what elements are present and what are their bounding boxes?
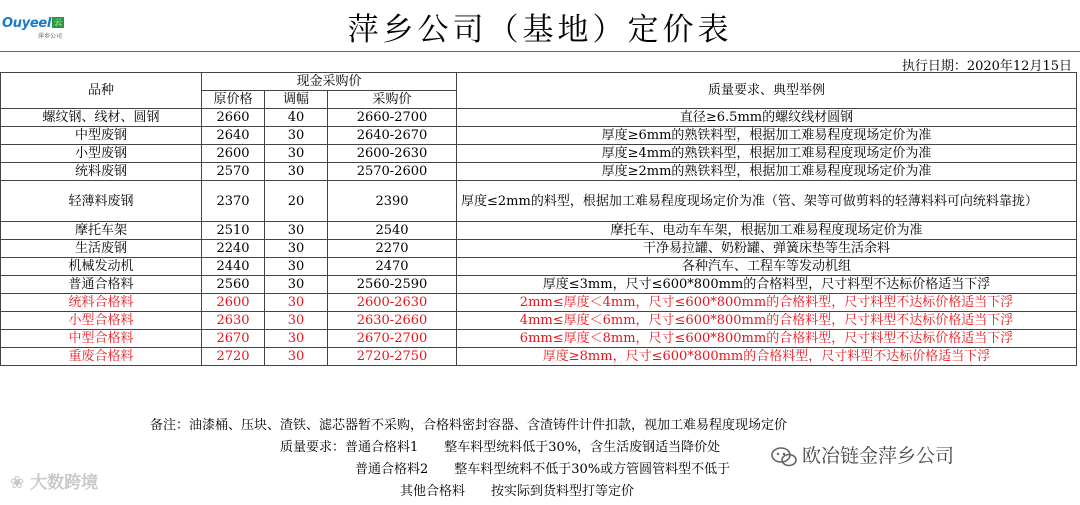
- cell-adjustment: 30: [265, 163, 328, 181]
- cell-quality: 6mm≤厚度＜8mm，尺寸≤600*800mm的合格料型，尺寸料型不达标价格适当下浮: [457, 330, 1077, 348]
- cell-variety: 统料废钢: [1, 163, 202, 181]
- wechat-icon: [770, 446, 798, 468]
- cell-original-price: 2370: [202, 181, 265, 222]
- cell-purchase-price: 2600-2630: [328, 294, 457, 312]
- cell-variety: 中型废钢: [1, 127, 202, 145]
- header-purchase-price: 采购价: [328, 91, 457, 109]
- cell-purchase-price: 2560-2590: [328, 276, 457, 294]
- cell-original-price: 2720: [202, 348, 265, 366]
- cell-variety: 小型废钢: [1, 145, 202, 163]
- cell-purchase-price: 2720-2750: [328, 348, 457, 366]
- table-row: [1, 294, 1077, 312]
- cell-original-price: 2670: [202, 330, 265, 348]
- table-row: [1, 127, 1077, 145]
- cell-purchase-price: 2570-2600: [328, 163, 457, 181]
- cell-quality: 摩托车、电动车车架，根据加工难易程度现场定价为准: [457, 222, 1077, 240]
- cell-purchase-price: 2270: [328, 240, 457, 258]
- watermark-left: [10, 468, 98, 493]
- watermark-bird-icon: ❀: [10, 473, 31, 493]
- note-quality-1: 质量要求：普通合格料1 整车料型统料低于30%，含生活废钢适当降价处: [280, 440, 721, 455]
- header-original-price: 原价格: [202, 91, 265, 109]
- cell-quality: 4mm≤厚度＜6mm，尺寸≤600*800mm的合格料型，尺寸料型不达标价格适当下浮: [457, 312, 1077, 330]
- header-quality: 质量要求、典型举例: [457, 73, 1077, 109]
- table-row: [1, 312, 1077, 330]
- cell-adjustment: 20: [265, 181, 328, 222]
- cell-original-price: 2240: [202, 240, 265, 258]
- cell-quality: 厚度≤3mm，尺寸≤600*800mm的合格料型，尺寸料型不达标价格适当下浮: [457, 276, 1077, 294]
- cell-variety: 小型合格料: [1, 312, 202, 330]
- cell-variety: 统料合格料: [1, 294, 202, 312]
- cell-original-price: 2660: [202, 109, 265, 127]
- table-row: [1, 330, 1077, 348]
- title-divider: [0, 51, 1080, 52]
- cell-adjustment: 30: [265, 294, 328, 312]
- cell-variety: 中型合格料: [1, 330, 202, 348]
- table-row: [1, 258, 1077, 276]
- cell-adjustment: 30: [265, 348, 328, 366]
- cell-quality: 厚度≥2mm的熟铁料型，根据加工难易程度现场定价为准: [457, 163, 1077, 181]
- table-row: [1, 222, 1077, 240]
- cell-quality: 直径≥6.5mm的螺纹线材圆钢: [457, 109, 1077, 127]
- cell-quality: 厚度≥8mm，尺寸≤600*800mm的合格料型，尺寸料型不达标价格适当下浮: [457, 348, 1077, 366]
- cell-variety: 生活废钢: [1, 240, 202, 258]
- cell-original-price: 2630: [202, 312, 265, 330]
- table-row: [1, 240, 1077, 258]
- note-quality-3: 其他合格料 按实际到货料型打等定价: [400, 484, 635, 499]
- cell-purchase-price: 2390: [328, 181, 457, 222]
- cell-purchase-price: 2640-2670: [328, 127, 457, 145]
- cell-variety: 轻薄料废钢: [1, 181, 202, 222]
- page-title: 萍乡公司（基地）定价表: [347, 12, 733, 48]
- watermark-left-text: 大数跨境: [30, 473, 99, 493]
- cell-variety: 普通合格料: [1, 276, 202, 294]
- watermark-right-text: 欧冶链金萍乡公司: [802, 445, 955, 467]
- cell-variety: 摩托车架: [1, 222, 202, 240]
- table-row: [1, 109, 1077, 127]
- cell-adjustment: 30: [265, 258, 328, 276]
- cell-original-price: 2440: [202, 258, 265, 276]
- watermark-right: [770, 441, 954, 468]
- logo-badge: 云: [54, 18, 63, 27]
- cell-purchase-price: 2630-2660: [328, 312, 457, 330]
- cell-original-price: 2600: [202, 145, 265, 163]
- cell-adjustment: 30: [265, 222, 328, 240]
- cell-quality: 干净易拉罐、奶粉罐、弹簧床垫等生活余料: [457, 240, 1077, 258]
- cell-purchase-price: 2600-2630: [328, 145, 457, 163]
- note-remark: 备注：油漆桶、压块、渣铁、滤芯器暂不采购，合格料密封容器、含渣铸件计件扣款，视加工难易程度现场定价: [150, 418, 788, 433]
- table-row: [1, 348, 1077, 366]
- price-table: [0, 72, 1077, 366]
- header-variety: 品种: [1, 73, 202, 109]
- cell-original-price: 2570: [202, 163, 265, 181]
- logo-subtitle: 萍乡公司: [38, 33, 63, 40]
- cell-purchase-price: 2660-2700: [328, 109, 457, 127]
- header-cash-price: 现金采购价: [202, 73, 457, 91]
- cell-adjustment: 30: [265, 127, 328, 145]
- cell-original-price: 2600: [202, 294, 265, 312]
- table-row: [1, 163, 1077, 181]
- logo-brand: Ouyeel: [2, 16, 52, 31]
- cell-quality: 厚度≤2mm的料型，根据加工难易程度现场定价为准（管、架等可做剪料的轻薄料料可向统料靠拢）: [457, 181, 1077, 222]
- cell-quality: 厚度≥6mm的熟铁料型，根据加工难易程度现场定价为准: [457, 127, 1077, 145]
- cell-variety: 螺纹钢、线材、圆钢: [1, 109, 202, 127]
- cell-purchase-price: 2470: [328, 258, 457, 276]
- table-row: [1, 181, 1077, 222]
- cell-quality: 2mm≤厚度＜4mm，尺寸≤600*800mm的合格料型，尺寸料型不达标价格适当下浮: [457, 294, 1077, 312]
- cell-quality: 各种汽车、工程车等发动机组: [457, 258, 1077, 276]
- execution-date: 执行日期：2020年12月15日: [901, 59, 1072, 74]
- cell-purchase-price: 2540: [328, 222, 457, 240]
- header-adjustment: 调幅: [265, 91, 328, 109]
- cell-original-price: 2560: [202, 276, 265, 294]
- cell-variety: 重废合格料: [1, 348, 202, 366]
- cell-purchase-price: 2670-2700: [328, 330, 457, 348]
- table-row: [1, 276, 1077, 294]
- cell-variety: 机械发动机: [1, 258, 202, 276]
- cell-adjustment: 30: [265, 276, 328, 294]
- cell-adjustment: 30: [265, 145, 328, 163]
- cell-adjustment: 30: [265, 330, 328, 348]
- table-row: [1, 145, 1077, 163]
- cell-quality: 厚度≥4mm的熟铁料型，根据加工难易程度现场定价为准: [457, 145, 1077, 163]
- cell-original-price: 2640: [202, 127, 265, 145]
- note-quality-2: 普通合格料2 整车料型统料不低于30%或方管圆管料型不低于: [355, 462, 731, 477]
- cell-adjustment: 30: [265, 240, 328, 258]
- cell-adjustment: 40: [265, 109, 328, 127]
- header-row-1: [1, 73, 1077, 91]
- cell-original-price: 2510: [202, 222, 265, 240]
- cell-adjustment: 30: [265, 312, 328, 330]
